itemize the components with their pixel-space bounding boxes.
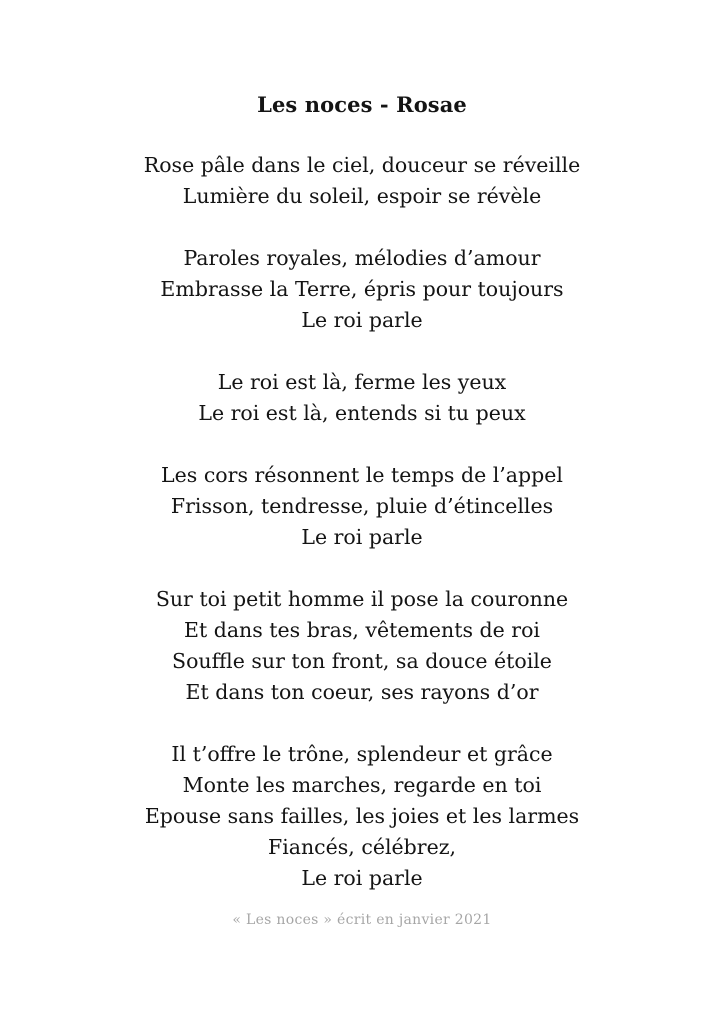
poem-line: Le roi parle	[301, 866, 423, 890]
poem-title: Les noces - Rosae	[257, 92, 467, 117]
poem-line: Et dans ton coeur, ses rayons d’or	[185, 680, 539, 704]
poem-line: Les cors résonnent le temps de l’appel	[161, 463, 563, 487]
stanza-2	[0, 243, 724, 336]
stanza-3	[0, 367, 724, 429]
poem-line: Et dans tes bras, vêtements de roi	[183, 618, 540, 642]
poem-line: Le roi parle	[301, 308, 423, 332]
stanza-4	[0, 460, 724, 553]
poem-line: Le roi est là, ferme les yeux	[217, 370, 507, 394]
poem-line: Sur toi petit homme il pose la couronne	[155, 587, 569, 611]
stanza-1	[0, 150, 724, 212]
stanza-5	[0, 584, 724, 708]
poem-line: Le roi est là, entends si tu peux	[198, 401, 526, 425]
poem-line: Fiancés, célébrez,	[267, 835, 457, 859]
poem-line: Souffle sur ton front, sa douce étoile	[172, 649, 552, 673]
poem-line: Il t’offre le trône, splendeur et grâce	[171, 742, 553, 766]
stanza-6	[0, 739, 724, 894]
poem-body	[0, 150, 724, 925]
poem-line: Le roi parle	[301, 525, 423, 549]
poem-line: Lumière du soleil, espoir se révèle	[182, 184, 542, 208]
poem-line: Frisson, tendresse, pluie d’étincelles	[170, 494, 554, 518]
poem-line: Paroles royales, mélodies d’amour	[183, 246, 541, 270]
poem-line: Embrasse la Terre, épris pour toujours	[160, 277, 564, 301]
poem-line: Rose pâle dans le ciel, douceur se réveille	[143, 153, 581, 177]
poem-line: Monte les marches, regarde en toi	[182, 773, 542, 797]
footer-note: « Les noces » écrit en janvier 2021	[232, 912, 492, 928]
poem-line: Epouse sans failles, les joies et les larmes	[144, 804, 580, 828]
